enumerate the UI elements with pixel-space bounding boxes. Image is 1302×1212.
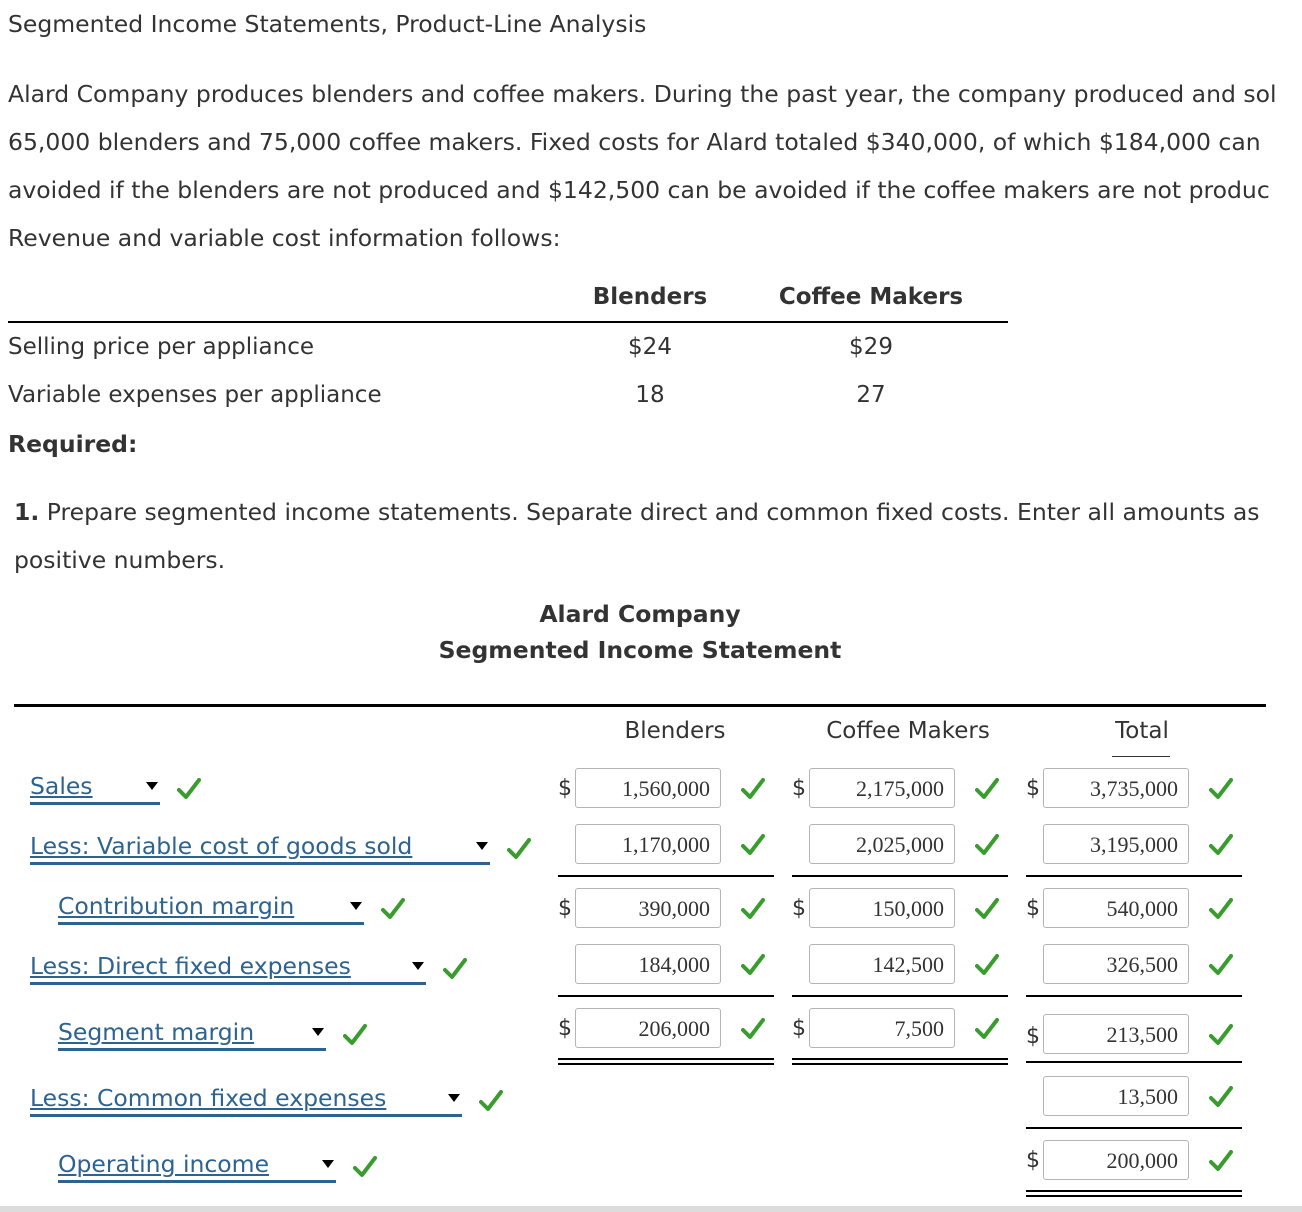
check-icon — [975, 954, 999, 976]
check-icon — [1209, 834, 1233, 856]
check-icon — [479, 1090, 503, 1112]
check-icon — [741, 898, 765, 920]
check-icon — [1209, 954, 1233, 976]
chevron-down-icon — [312, 1028, 324, 1036]
subtotal-rule — [1026, 1061, 1242, 1063]
cm-coffee-input[interactable]: 150,000 — [809, 888, 955, 928]
subtotal-rule — [1026, 875, 1242, 877]
check-icon — [177, 778, 201, 800]
info-row-label: Variable expenses per appliance — [8, 382, 382, 408]
info-cell: 27 — [856, 382, 886, 408]
required-heading: Required: — [8, 430, 138, 458]
varcost-blenders-input[interactable]: 1,170,000 — [575, 824, 721, 864]
dropdown-label: Operating income — [58, 1150, 270, 1178]
cm-blenders-input[interactable]: 390,000 — [575, 888, 721, 928]
check-icon — [353, 1156, 377, 1178]
info-cell: $29 — [849, 334, 893, 360]
chevron-down-icon — [322, 1160, 334, 1168]
check-icon — [741, 1018, 765, 1040]
question-line-2: positive numbers. — [14, 546, 226, 574]
common-fixed-total-input[interactable]: 13,500 — [1043, 1076, 1189, 1116]
double-rule — [792, 1058, 1008, 1060]
currency-symbol: $ — [1026, 776, 1040, 801]
question-number: 1. — [14, 498, 40, 526]
intro-line-1: Alard Company produces blenders and coffee makers. During the past year, the company produced and sol — [8, 80, 1277, 108]
col-header-coffee-makers: Coffee Makers — [826, 718, 990, 744]
currency-symbol: $ — [558, 1016, 572, 1041]
currency-symbol: $ — [792, 1016, 806, 1041]
check-icon — [507, 838, 531, 860]
info-header-blenders: Blenders — [592, 284, 708, 310]
info-table-rule — [8, 321, 1008, 323]
double-rule — [558, 1058, 774, 1060]
subtotal-rule — [558, 995, 774, 997]
varcost-coffee-input[interactable]: 2,025,000 — [809, 824, 955, 864]
check-icon — [975, 834, 999, 856]
check-icon — [1209, 1150, 1233, 1172]
total-header-underline — [1112, 756, 1170, 757]
statement-company: Alard Company — [539, 600, 741, 628]
dropdown-label: Sales — [30, 772, 93, 800]
currency-symbol: $ — [1026, 1148, 1040, 1173]
bottom-scroll-shadow — [0, 1206, 1302, 1212]
sales-dropdown[interactable] — [30, 772, 160, 805]
seg-margin-total-input[interactable]: 213,500 — [1043, 1014, 1189, 1054]
check-icon — [443, 958, 467, 980]
question-text: Prepare segmented income statements. Separate direct and common fixed costs. Enter all amounts as — [46, 498, 1260, 526]
variable-cost-dropdown[interactable] — [30, 832, 490, 865]
check-icon — [343, 1024, 367, 1046]
check-icon — [975, 778, 999, 800]
col-header-blenders: Blenders — [624, 718, 726, 744]
chevron-down-icon — [146, 782, 158, 790]
double-rule — [558, 1063, 774, 1065]
double-rule — [1026, 1195, 1242, 1197]
intro-line-4: Revenue and variable cost information follows: — [8, 224, 561, 252]
subtotal-rule — [792, 875, 1008, 877]
direct-fixed-blenders-input[interactable]: 184,000 — [575, 944, 721, 984]
dropdown-label: Less: Common fixed expenses — [30, 1084, 387, 1112]
info-header-coffee-makers: Coffee Makers — [778, 284, 964, 310]
check-icon — [381, 898, 405, 920]
segment-margin-dropdown[interactable] — [58, 1018, 326, 1051]
statement-top-rule — [14, 704, 1266, 707]
subtotal-rule — [558, 875, 774, 877]
direct-fixed-coffee-input[interactable]: 142,500 — [809, 944, 955, 984]
subtotal-rule — [1026, 995, 1242, 997]
direct-fixed-dropdown[interactable] — [30, 952, 426, 985]
cm-total-input[interactable]: 540,000 — [1043, 888, 1189, 928]
check-icon — [1209, 1024, 1233, 1046]
check-icon — [741, 954, 765, 976]
currency-symbol: $ — [1026, 1024, 1040, 1049]
common-fixed-dropdown[interactable] — [30, 1084, 462, 1117]
contribution-margin-dropdown[interactable] — [58, 892, 364, 925]
page-title: Segmented Income Statements, Product-Line Analysis — [8, 10, 647, 38]
chevron-down-icon — [350, 902, 362, 910]
subtotal-rule — [792, 995, 1008, 997]
sales-total-input[interactable]: 3,735,000 — [1043, 768, 1189, 808]
currency-symbol: $ — [1026, 896, 1040, 921]
chevron-down-icon — [448, 1094, 460, 1102]
col-header-total: Total — [1115, 718, 1169, 744]
currency-symbol: $ — [558, 776, 572, 801]
operating-income-total-input[interactable]: 200,000 — [1043, 1140, 1189, 1180]
check-icon — [741, 778, 765, 800]
intro-line-3: avoided if the blenders are not produced and $142,500 can be avoided if the coffee makers are not produc — [8, 176, 1270, 204]
direct-fixed-total-input[interactable]: 326,500 — [1043, 944, 1189, 984]
check-icon — [975, 898, 999, 920]
dropdown-label: Segment margin — [58, 1018, 255, 1046]
currency-symbol: $ — [558, 896, 572, 921]
dropdown-label: Contribution margin — [58, 892, 295, 920]
sales-blenders-input[interactable]: 1,560,000 — [575, 768, 721, 808]
info-row-label: Selling price per appliance — [8, 334, 315, 360]
sales-coffee-input[interactable]: 2,175,000 — [809, 768, 955, 808]
double-rule — [1026, 1190, 1242, 1192]
check-icon — [1209, 898, 1233, 920]
question-line-1 — [14, 498, 1259, 526]
check-icon — [1209, 778, 1233, 800]
operating-income-dropdown[interactable] — [58, 1150, 336, 1183]
seg-margin-blenders-input[interactable]: 206,000 — [575, 1008, 721, 1048]
info-cell: $24 — [628, 334, 672, 360]
check-icon — [975, 1018, 999, 1040]
intro-line-2: 65,000 blenders and 75,000 coffee makers. Fixed costs for Alard totaled $340,000, of which $184,000 can — [8, 128, 1261, 156]
double-rule — [792, 1063, 1008, 1065]
currency-symbol: $ — [792, 896, 806, 921]
dropdown-label: Less: Variable cost of goods sold — [30, 832, 413, 860]
currency-symbol: $ — [792, 776, 806, 801]
seg-margin-coffee-input[interactable]: 7,500 — [809, 1008, 955, 1048]
check-icon — [741, 834, 765, 856]
statement-title: Segmented Income Statement — [438, 636, 842, 664]
chevron-down-icon — [412, 962, 424, 970]
subtotal-rule — [1026, 1127, 1242, 1129]
check-icon — [1209, 1086, 1233, 1108]
info-cell: 18 — [635, 382, 665, 408]
chevron-down-icon — [476, 842, 488, 850]
varcost-total-input[interactable]: 3,195,000 — [1043, 824, 1189, 864]
dropdown-label: Less: Direct fixed expenses — [30, 952, 351, 980]
